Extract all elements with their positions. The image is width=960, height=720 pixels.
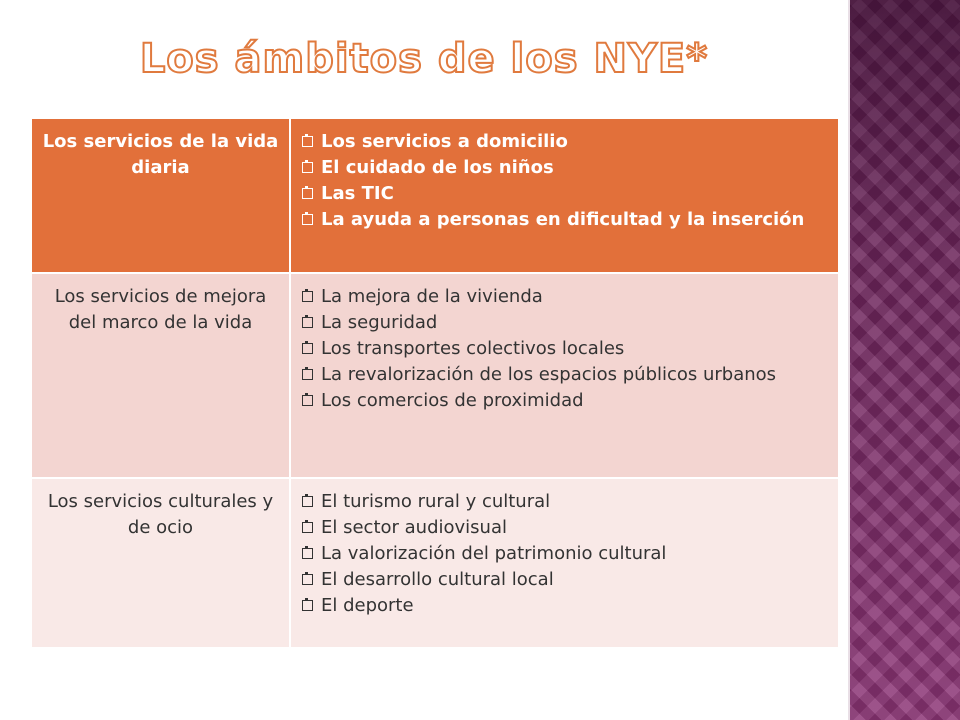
checkbox-bullet-icon [302, 574, 313, 585]
list-item [299, 284, 830, 310]
items-cell [290, 273, 839, 478]
list-item-text: El deporte [321, 595, 414, 616]
item-list [299, 284, 830, 414]
list-item-text: El desarrollo cultural local [321, 569, 554, 590]
list-item-text: Las TIC [321, 183, 394, 204]
slide-title: Los ámbitos de los NYE* [139, 36, 709, 82]
list-item [299, 515, 830, 541]
list-item [299, 593, 830, 619]
decorative-side-band [848, 0, 960, 720]
checkbox-bullet-icon [302, 214, 313, 225]
list-item [299, 155, 830, 181]
list-item [299, 207, 830, 233]
list-item [299, 336, 830, 362]
checkbox-bullet-icon [302, 548, 313, 559]
list-item-text: Los comercios de proximidad [321, 390, 584, 411]
list-item [299, 129, 830, 155]
category-cell: Los servicios de la vida diaria [31, 118, 290, 273]
list-item-text: Los transportes colectivos locales [321, 338, 625, 359]
list-item-text: El sector audiovisual [321, 517, 507, 538]
list-item-text: La mejora de la vivienda [321, 286, 543, 307]
table-row [31, 118, 839, 273]
checkbox-bullet-icon [302, 600, 313, 611]
checkbox-bullet-icon [302, 522, 313, 533]
checkbox-bullet-icon [302, 136, 313, 147]
checkbox-bullet-icon [302, 162, 313, 173]
checkbox-bullet-icon [302, 188, 313, 199]
checkbox-bullet-icon [302, 291, 313, 302]
list-item-text: El cuidado de los niños [321, 157, 554, 178]
table-row [31, 273, 839, 478]
checkbox-bullet-icon [302, 395, 313, 406]
list-item-text: La seguridad [321, 312, 438, 333]
list-item [299, 362, 830, 388]
list-item-text: La valorización del patrimonio cultural [321, 543, 667, 564]
list-item [299, 489, 830, 515]
items-cell [290, 118, 839, 273]
list-item [299, 181, 830, 207]
list-item-text: El turismo rural y cultural [321, 491, 551, 512]
list-item-text: Los servicios a domicilio [321, 131, 568, 152]
list-item [299, 310, 830, 336]
category-cell: Los servicios de mejora del marco de la vida [31, 273, 290, 478]
item-list [299, 489, 830, 619]
list-item [299, 567, 830, 593]
item-list [299, 129, 830, 233]
list-item-text: La revalorización de los espacios públicos urbanos [321, 364, 777, 385]
table-row [31, 478, 839, 648]
items-cell [290, 478, 839, 648]
category-cell: Los servicios culturales y de ocio [31, 478, 290, 648]
list-item-text: La ayuda a personas en dificultad y la inserción [321, 209, 805, 230]
list-item [299, 388, 830, 414]
checkbox-bullet-icon [302, 343, 313, 354]
checkbox-bullet-icon [302, 496, 313, 507]
checkbox-bullet-icon [302, 317, 313, 328]
checkbox-bullet-icon [302, 369, 313, 380]
nye-table [30, 117, 840, 649]
list-item [299, 541, 830, 567]
